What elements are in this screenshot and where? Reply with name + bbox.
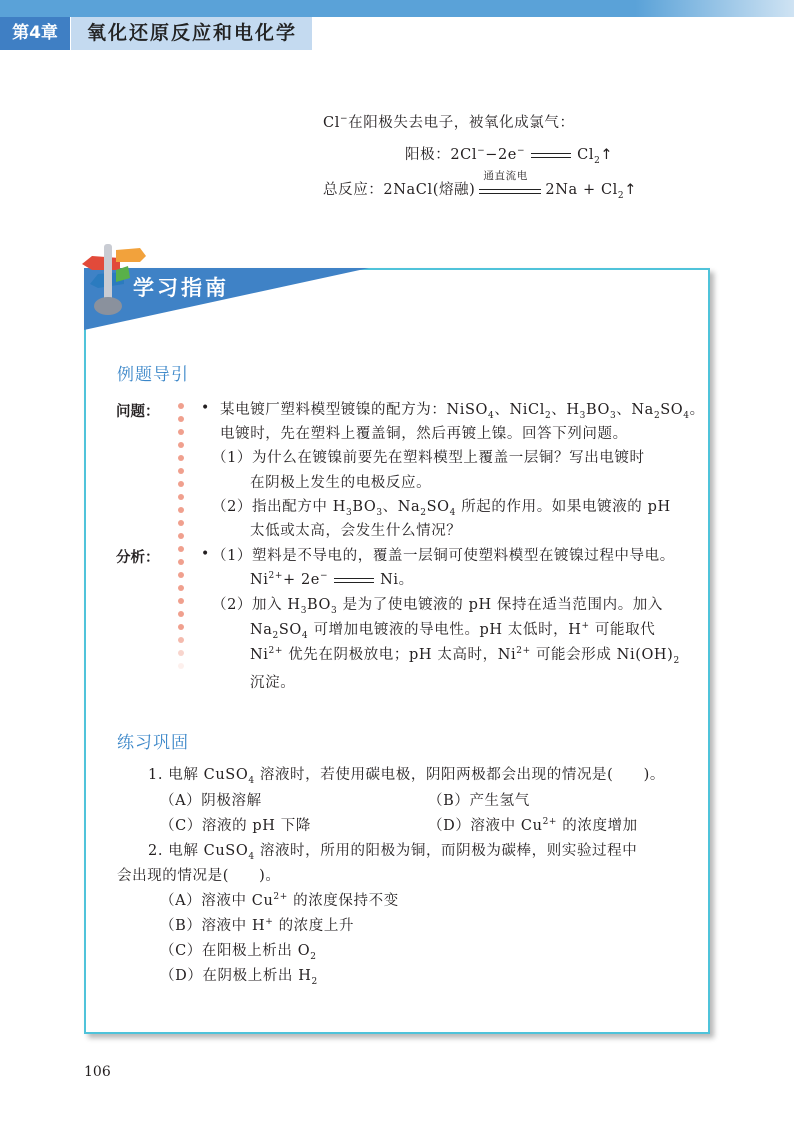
divider-dot (178, 442, 184, 448)
practice-question (117, 866, 281, 886)
bullet: • (201, 546, 210, 562)
question-line (250, 473, 431, 493)
text-segment: （D）溶液中 Cu (428, 818, 543, 834)
text-segment: （C）在阳极上析出 O (160, 943, 311, 959)
text-segment: 2+ (516, 646, 531, 657)
anode-products (577, 147, 601, 166)
text-segment: 、Na (382, 499, 421, 515)
text-segment: 4 (449, 507, 456, 518)
text-segment: Ni (250, 572, 269, 588)
divider-dot (178, 520, 184, 526)
text-segment: − (319, 571, 329, 582)
divider-dot (178, 481, 184, 487)
text-segment: 2 (311, 976, 318, 987)
text-segment: 可能会形成 Ni(OH) (530, 647, 674, 663)
question-line (220, 424, 628, 444)
example-heading: 例题导引 (117, 365, 189, 385)
divider-dot (178, 598, 184, 604)
text-segment: + 2e (283, 572, 320, 588)
text-segment: 可增加电镀液的导电性。pH 太低时，H (308, 622, 582, 638)
text-segment: 2 (420, 507, 427, 518)
question-line (212, 497, 671, 517)
text-segment: Cl (323, 115, 340, 131)
practice-option (160, 941, 317, 961)
text-segment: （1）塑料是不导电的，覆盖一层铜可使塑料模型在镀镍过程中导电。 (212, 548, 675, 564)
text-segment: 电镀时，先在塑料上覆盖铜，然后再镀上镍。回答下列问题。 (220, 426, 628, 442)
divider-dot (178, 546, 184, 552)
text-segment: （A）阴极溶解 (160, 793, 262, 809)
text-segment: 2 (310, 951, 317, 962)
question-line (212, 448, 645, 468)
practice-heading: 练习巩固 (117, 733, 189, 753)
text-segment: 2NaCl(熔融) (383, 182, 476, 198)
analysis-line (250, 620, 655, 640)
text-segment: 所起的作用。如果电镀液的 pH (455, 499, 671, 515)
text-segment: 3 (300, 605, 308, 616)
divider-dot (178, 637, 184, 643)
text-segment: 2+ (268, 646, 283, 657)
text-segment: BO (585, 402, 610, 418)
divider-dot (178, 572, 184, 578)
anode-reactants (450, 147, 525, 163)
divider-dot (178, 650, 184, 656)
intro-line (323, 113, 575, 133)
text-segment: 4 (683, 410, 690, 421)
question-line (220, 400, 705, 420)
text-segment: 2 (617, 190, 625, 201)
text-segment: 2 (653, 410, 661, 421)
text-segment: 2 (673, 655, 680, 666)
text-segment: BO (307, 597, 332, 613)
text-segment: 2 (544, 410, 552, 421)
divider-dot (178, 429, 184, 435)
analysis-line (212, 546, 675, 566)
text-segment: 溶液时，若使用碳电极，阴阳两极都会出现的情况是( )。 (254, 767, 665, 783)
total-label: 总反应： (323, 182, 384, 198)
text-segment: 3 (579, 410, 586, 421)
gas-arrow-icon: ↑ (624, 182, 637, 198)
equals-sign (334, 578, 374, 583)
text-segment: 、H (551, 402, 580, 418)
page-number: 106 (84, 1064, 111, 1080)
analysis-label: 分析： (116, 550, 160, 566)
analysis-equation (250, 570, 414, 590)
chapter-title: 氧化还原反应和电化学 (71, 17, 312, 50)
text-segment: （B）产生氢气 (428, 793, 530, 809)
text-segment: 1. 电解 CuSO (148, 767, 249, 783)
divider-dot (178, 533, 184, 539)
anode-equation (405, 145, 613, 165)
text-segment: （2）加入 H (212, 597, 301, 613)
practice-option (160, 966, 318, 986)
text-segment: SO (278, 622, 302, 638)
text-segment: − (477, 146, 486, 157)
text-segment: 的浓度保持不变 (287, 893, 399, 909)
gas-arrow-icon: ↑ (600, 147, 614, 163)
text-segment: 2+ (273, 892, 288, 903)
chapter-number: 第4章 (0, 17, 70, 50)
text-segment: 2+ (542, 817, 558, 828)
practice-option (160, 891, 399, 911)
text-segment: 3 (331, 605, 338, 616)
text-segment: 2Na + Cl (545, 182, 618, 198)
text-segment: 可能取代 (589, 622, 656, 638)
text-segment: 2. 电解 CuSO (148, 843, 249, 859)
divider-dot (178, 468, 184, 474)
text-segment: 的浓度上升 (273, 918, 355, 934)
text-segment: （C）溶液的 pH 下降 (160, 818, 311, 834)
text-segment: 2 (594, 155, 601, 166)
text-segment: 在阳极失去电子，被氧化成氯气： (348, 115, 575, 131)
text-segment: 2+ (268, 571, 283, 582)
condition-text: 通直流电 (483, 170, 528, 182)
text-segment: −2e (485, 147, 517, 163)
text-segment: 2Cl (450, 147, 478, 163)
divider-dot (178, 416, 184, 422)
condition-equals (479, 170, 541, 200)
question-line (250, 521, 461, 541)
text-segment: 4 (488, 410, 495, 421)
practice-option (160, 791, 262, 811)
eq-left (250, 572, 328, 588)
text-segment: Ni。 (380, 572, 414, 588)
text-segment: 3 (609, 410, 617, 421)
text-segment: 优先在阴极放电；pH 太高时，Ni (283, 647, 517, 663)
guide-title: 学习指南 (133, 276, 229, 300)
total-reactants (383, 182, 475, 198)
text-segment: 会出现的情况是( )。 (117, 868, 281, 884)
text-segment: 2 (272, 630, 279, 641)
text-segment: SO (660, 402, 684, 418)
text-segment: 溶液时，所用的阳极为铜，而阴极为碳棒，则实验过程中 (254, 843, 638, 859)
question-label: 问题： (116, 404, 160, 420)
practice-option (160, 916, 354, 936)
practice-option (160, 816, 311, 836)
divider-dot (178, 507, 184, 513)
text-segment: 4 (301, 630, 309, 641)
text-segment: 4 (248, 851, 255, 862)
text-segment: BO (352, 499, 377, 515)
bullet: • (201, 400, 210, 416)
practice-question (148, 841, 637, 861)
text-segment: 4 (248, 775, 255, 786)
divider-dot (178, 585, 184, 591)
text-segment: （D）在阴极上析出 H (160, 968, 312, 984)
text-segment: Ni (250, 647, 269, 663)
analysis-line (212, 595, 663, 615)
divider-dot (178, 663, 184, 669)
analysis-line (250, 673, 295, 693)
text-segment: − (517, 146, 526, 157)
text-segment: 的浓度增加 (557, 818, 638, 834)
divider-dot (178, 611, 184, 617)
total-equation (323, 170, 637, 201)
total-products (545, 182, 625, 201)
practice-option (428, 791, 530, 811)
practice-option (428, 816, 638, 836)
text-segment: 。 (689, 402, 705, 418)
divider-dot (178, 494, 184, 500)
divider-dot (178, 624, 184, 630)
text-segment: （A）溶液中 Cu (160, 893, 274, 909)
text-segment: 在阴极上发生的电极反应。 (250, 475, 432, 491)
equals-sign (531, 153, 571, 158)
text-segment: Na (250, 622, 273, 638)
divider-dot (178, 455, 184, 461)
anode-label: 阳极： (405, 147, 451, 163)
text-segment: 是为了使电镀液的 pH 保持在适当范围内。加入 (337, 597, 664, 613)
text-segment: 太低或太高，会发生什么情况？ (250, 523, 462, 539)
text-segment: + (581, 621, 590, 632)
text-segment: 、Na (616, 402, 654, 418)
text-segment: − (339, 114, 349, 125)
text-segment: 3 (376, 507, 383, 518)
text-segment: （2）指出配方中 H (212, 499, 346, 515)
text-segment: （1）为什么在镀镍前要先在塑料模型上覆盖一层铜？写出电镀时 (212, 450, 645, 466)
text-segment: 3 (345, 507, 353, 518)
analysis-line (250, 645, 680, 665)
text-segment: SO (426, 499, 450, 515)
top-color-bar (0, 0, 794, 17)
eq-right (380, 572, 414, 588)
text-segment: 某电镀厂塑料模型镀镍的配方为：NiSO (220, 402, 489, 418)
text-segment: （B）溶液中 H (160, 918, 266, 934)
divider-dot (178, 559, 184, 565)
text-segment: Cl (577, 147, 595, 163)
divider-dot (178, 403, 184, 409)
text-segment: 、NiCl (494, 402, 545, 418)
text-segment: 沉淀。 (250, 675, 296, 691)
practice-question (148, 765, 665, 785)
text-segment: + (265, 917, 274, 928)
